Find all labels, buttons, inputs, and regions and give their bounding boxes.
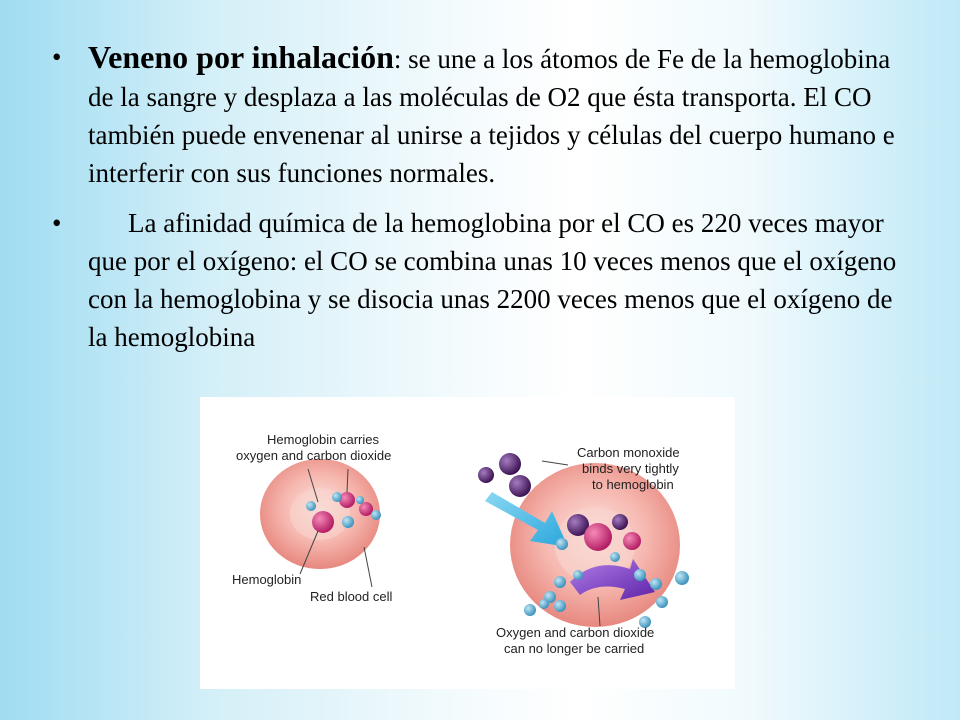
label-co-binds-3: to hemoglobin	[592, 477, 674, 492]
bullet-dot-icon: •	[52, 208, 62, 238]
bullet-item-affinity	[52, 204, 912, 356]
hemoglobin-co-diagram	[200, 397, 735, 689]
label-hb-carries-1: Hemoglobin carries	[267, 432, 379, 447]
label-no-longer-1: Oxygen and carbon dioxide	[496, 625, 655, 640]
label-no-longer-2: can no longer be carried	[504, 641, 645, 656]
bullet-dot-icon: •	[52, 42, 62, 72]
bullet-lead: Veneno por inhalación	[88, 39, 394, 75]
bullet-item-inhalation	[52, 38, 912, 192]
bullet-text: : se une a los átomos de Fe de la hemoglobina de la sangre y desplaza a las moléculas de O2 que ésta transporta. El CO también puede envenenar al unirse a tejidos y células del cuerpo humano e interferir con sus funciones normales.	[88, 44, 895, 188]
incoming-co-molecules	[478, 453, 531, 497]
bullet-list	[52, 38, 912, 356]
label-co-binds-1: Carbon monoxide	[577, 445, 680, 460]
label-co-binds-2: binds very tightly	[582, 461, 679, 476]
label-red-blood-cell: Red blood cell	[310, 589, 393, 604]
label-hemoglobin: Hemoglobin	[232, 572, 302, 587]
diagram-canvas	[200, 397, 735, 689]
bullet-text: La afinidad química de la hemoglobina por el CO es 220 veces mayor que por el oxígeno: el CO se combina unas 10 veces menos que el oxígeno con la hemoglobina y se disocia unas 2200 veces menos que el oxígeno de la hemoglobina	[88, 208, 897, 352]
label-hb-carries-2: oxygen and carbon dioxide	[236, 448, 392, 463]
